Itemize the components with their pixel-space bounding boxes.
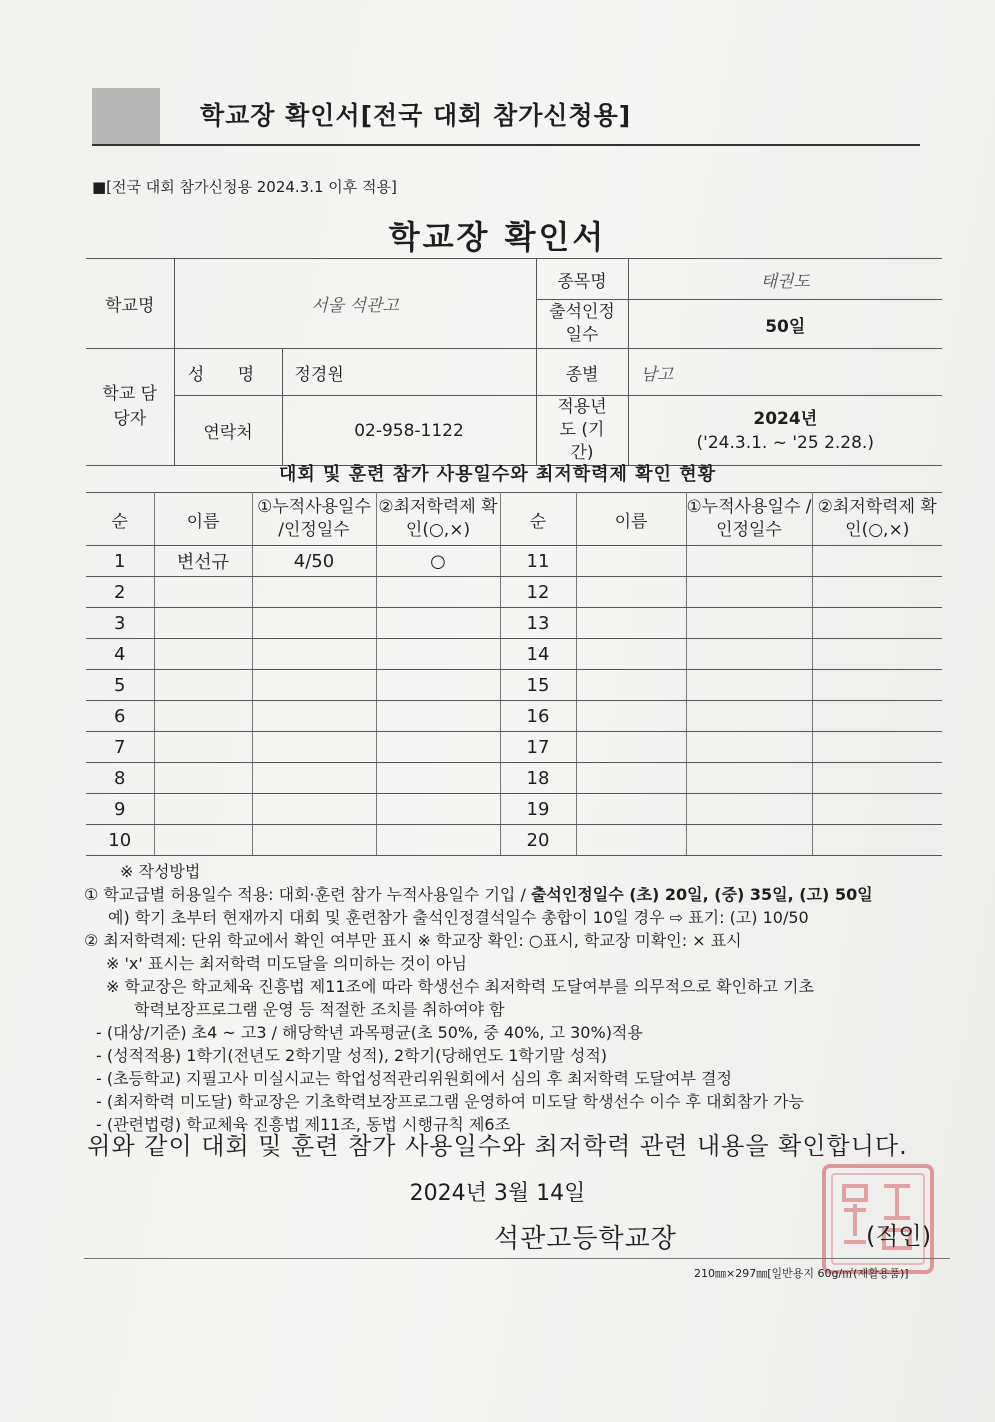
row-no: 14 bbox=[500, 639, 576, 670]
table-row bbox=[86, 670, 942, 701]
row-no: 19 bbox=[500, 794, 576, 825]
year-cell bbox=[628, 396, 942, 466]
row-days bbox=[686, 608, 812, 639]
note-3: ※ 'x' 표시는 최저학력 미도달을 의미하는 것이 아님 bbox=[106, 954, 467, 973]
row-check bbox=[376, 825, 500, 856]
header-no: 순 bbox=[500, 493, 576, 546]
contact-value: 02-958-1122 bbox=[282, 396, 536, 466]
note-6: - (대상/기준) 초4 ~ 고3 / 해당학년 과목평균(초 50%, 중 40%, 고 30%)적용 bbox=[96, 1023, 643, 1042]
row-name bbox=[154, 577, 252, 608]
row-name bbox=[154, 825, 252, 856]
signer-name: 석관고등학교장 bbox=[494, 1224, 677, 1254]
row-name bbox=[154, 670, 252, 701]
year-value: 2024년 bbox=[753, 408, 818, 429]
row-check bbox=[376, 577, 500, 608]
row-check bbox=[376, 608, 500, 639]
row-name bbox=[576, 794, 686, 825]
row-check bbox=[812, 670, 942, 701]
notes-heading: ※ 작성방법 bbox=[120, 862, 201, 881]
row-no: 13 bbox=[500, 608, 576, 639]
row-no: 7 bbox=[86, 732, 154, 763]
header-days: ①누적사용일수 /인정일수 bbox=[686, 493, 812, 546]
note-2: ② 최저학력제: 단위 학교에서 확인 여부만 표시 ※ 학교장 확인: ○표시, 학교장 미확인: × 표시 bbox=[84, 931, 742, 950]
note-1-emphasis: 출석인정일수 (초) 20일, (중) 35일, (고) 50일 bbox=[530, 885, 873, 904]
row-days bbox=[252, 670, 376, 701]
row-days bbox=[686, 763, 812, 794]
row-name: 변선규 bbox=[154, 546, 252, 577]
row-days bbox=[686, 639, 812, 670]
row-days bbox=[686, 577, 812, 608]
row-check bbox=[376, 763, 500, 794]
row-no: 16 bbox=[500, 701, 576, 732]
row-no: 6 bbox=[86, 701, 154, 732]
instructions bbox=[84, 860, 954, 1136]
row-check bbox=[376, 670, 500, 701]
row-name bbox=[154, 763, 252, 794]
row-days bbox=[686, 825, 812, 856]
table-row bbox=[86, 763, 942, 794]
row-days bbox=[686, 794, 812, 825]
row-no: 3 bbox=[86, 608, 154, 639]
row-check bbox=[376, 732, 500, 763]
table-row bbox=[86, 608, 942, 639]
table-row bbox=[86, 639, 942, 670]
row-days bbox=[686, 701, 812, 732]
row-check: ○ bbox=[376, 546, 500, 577]
note-5: 학력보장프로그램 운영 등 적절한 조치를 취하여야 함 bbox=[134, 1000, 505, 1019]
row-name bbox=[154, 608, 252, 639]
attendance-value: 50일 bbox=[628, 300, 942, 349]
name-value: 정경원 bbox=[282, 349, 536, 396]
sport-label: 종목명 bbox=[536, 259, 628, 300]
row-days bbox=[252, 577, 376, 608]
top-divider bbox=[92, 144, 920, 146]
records-table bbox=[86, 492, 942, 856]
row-no: 5 bbox=[86, 670, 154, 701]
row-no: 4 bbox=[86, 639, 154, 670]
row-days bbox=[252, 794, 376, 825]
row-days bbox=[252, 763, 376, 794]
confirmation-statement: 위와 같이 대회 및 훈련 참가 사용일수와 최저학력 관련 내용을 확인합니다. bbox=[87, 1132, 908, 1160]
header-no: 순 bbox=[86, 493, 154, 546]
row-no: 10 bbox=[86, 825, 154, 856]
row-check bbox=[812, 794, 942, 825]
header-name: 이름 bbox=[154, 493, 252, 546]
row-check bbox=[812, 546, 942, 577]
top-title: 학교장 확인서[전국 대회 참가신청용] bbox=[200, 101, 632, 130]
header-check: ②최저학력제 확인(○,×) bbox=[812, 493, 942, 546]
category-value: 남고 bbox=[628, 349, 942, 396]
row-days bbox=[686, 732, 812, 763]
row-check bbox=[812, 732, 942, 763]
table-row bbox=[86, 701, 942, 732]
sport-value: 태권도 bbox=[628, 259, 942, 300]
row-no: 2 bbox=[86, 577, 154, 608]
note-4: ※ 학교장은 학교체육 진흥법 제11조에 따라 학생선수 최저학력 도달여부를 의무적으로 확인하고 기초 bbox=[106, 977, 814, 996]
section-title: 대회 및 훈련 참가 사용일수와 최저학력제 확인 현황 bbox=[278, 464, 716, 485]
row-name bbox=[576, 670, 686, 701]
row-check bbox=[812, 608, 942, 639]
row-check bbox=[376, 639, 500, 670]
table-row bbox=[86, 825, 942, 856]
school-value: 서울 석관고 bbox=[174, 259, 536, 349]
row-name bbox=[576, 608, 686, 639]
row-check bbox=[812, 825, 942, 856]
row-no: 1 bbox=[86, 546, 154, 577]
row-no: 8 bbox=[86, 763, 154, 794]
row-no: 9 bbox=[86, 794, 154, 825]
attendance-label: 출석인정 일수 bbox=[536, 300, 628, 349]
row-days bbox=[252, 732, 376, 763]
row-days bbox=[252, 825, 376, 856]
row-no: 15 bbox=[500, 670, 576, 701]
manager-label: 학교 담당자 bbox=[86, 349, 174, 466]
row-name bbox=[154, 639, 252, 670]
row-name bbox=[576, 546, 686, 577]
row-no: 18 bbox=[500, 763, 576, 794]
row-name bbox=[154, 701, 252, 732]
note-1-example: 예) 학기 초부터 현재까지 대회 및 훈련참가 출석인정결석일수 총합이 10일 경우 ⇨ 표기: (고) 10/50 bbox=[108, 908, 809, 927]
table-row bbox=[86, 794, 942, 825]
table-row bbox=[86, 577, 942, 608]
row-check bbox=[376, 794, 500, 825]
row-name bbox=[576, 825, 686, 856]
seal-label: (직인) bbox=[866, 1222, 932, 1250]
row-name bbox=[576, 701, 686, 732]
note-1-text: ① 학교급별 허용일수 적용: 대회·훈련 참가 누적사용일수 기입 / bbox=[84, 885, 531, 904]
row-check bbox=[812, 577, 942, 608]
row-days bbox=[252, 701, 376, 732]
name-label: 성 명 bbox=[174, 349, 282, 396]
row-days: 4/50 bbox=[252, 546, 376, 577]
note-1 bbox=[84, 883, 954, 906]
row-name bbox=[154, 732, 252, 763]
row-check bbox=[812, 763, 942, 794]
info-table bbox=[86, 258, 942, 466]
row-name bbox=[576, 732, 686, 763]
header-name: 이름 bbox=[576, 493, 686, 546]
row-no: 20 bbox=[500, 825, 576, 856]
main-title: 학교장 확인서 bbox=[388, 218, 607, 256]
applied-note: ■[전국 대회 참가신청용 2024.3.1 이후 적용] bbox=[92, 178, 397, 196]
paper-spec: 210㎜×297㎜[일반용지 60g/㎡(재활용품)] bbox=[694, 1267, 909, 1280]
row-check bbox=[376, 701, 500, 732]
row-name bbox=[154, 794, 252, 825]
row-no: 11 bbox=[500, 546, 576, 577]
row-check bbox=[812, 639, 942, 670]
header-check: ②최저학력제 확인(○,×) bbox=[376, 493, 500, 546]
note-7: - (성적적용) 1학기(전년도 2학기말 성적), 2학기(당해연도 1학기말 성적) bbox=[96, 1046, 608, 1065]
issue-date: 2024년 3월 14일 bbox=[409, 1181, 586, 1206]
note-8: - (초등학교) 지필고사 미실시교는 학업성적관리위원회에서 심의 후 최저학력 도달여부 결정 bbox=[96, 1069, 732, 1088]
year-label: 적용년도 (기간) bbox=[536, 396, 628, 466]
row-no: 17 bbox=[500, 732, 576, 763]
header-days: ①누적사용일수 /인정일수 bbox=[252, 493, 376, 546]
row-name bbox=[576, 763, 686, 794]
row-check bbox=[812, 701, 942, 732]
table-row bbox=[86, 546, 942, 577]
category-label: 종별 bbox=[536, 349, 628, 396]
row-name bbox=[576, 639, 686, 670]
row-days bbox=[686, 670, 812, 701]
contact-label: 연락처 bbox=[174, 396, 282, 466]
row-no: 12 bbox=[500, 577, 576, 608]
row-days bbox=[252, 608, 376, 639]
row-name bbox=[576, 577, 686, 608]
title-decor-block bbox=[92, 88, 160, 144]
bottom-divider bbox=[84, 1258, 950, 1259]
row-days bbox=[252, 639, 376, 670]
period-value: ('24.3.1. ~ '25 2.28.) bbox=[696, 432, 874, 453]
table-row bbox=[86, 732, 942, 763]
note-10: - (관련법령) 학교체육 진흥법 제11조, 동법 시행규칙 제6조 bbox=[96, 1115, 511, 1134]
row-days bbox=[686, 546, 812, 577]
note-9: - (최저학력 미도달) 학교장은 기초학력보장프로그램 운영하여 미도달 학생선수 이수 후 대회참가 가능 bbox=[96, 1092, 804, 1111]
school-label: 학교명 bbox=[86, 259, 174, 349]
